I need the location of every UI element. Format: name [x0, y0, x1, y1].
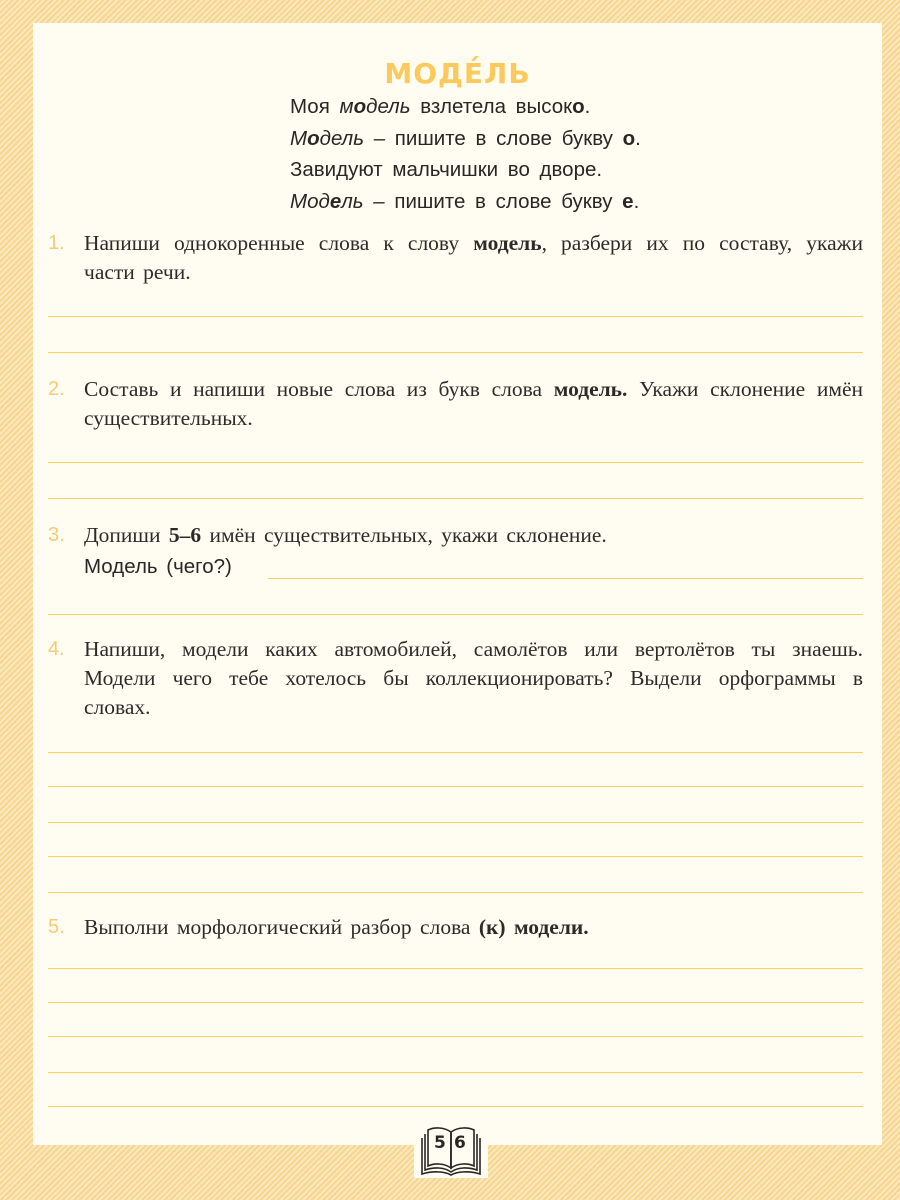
- answer-line[interactable]: [268, 578, 863, 579]
- task-number: 4.: [48, 638, 65, 660]
- answer-line[interactable]: [48, 462, 863, 463]
- task-text: Напиши однокоренные слова к слову модель, разбери их по составу, укажи части речи.: [84, 231, 863, 284]
- answer-line[interactable]: [48, 614, 863, 615]
- poem: [290, 91, 641, 217]
- task-5: [48, 913, 863, 942]
- task-3-prompt: Модель (чего?): [84, 555, 232, 578]
- answer-line[interactable]: [48, 352, 863, 353]
- answer-line[interactable]: [48, 968, 863, 969]
- answer-line[interactable]: [48, 498, 863, 499]
- task-number: 3.: [48, 524, 65, 546]
- task-text: Выполни морфологический разбор слова (к) модели.: [84, 915, 589, 939]
- poem-line-3: Завидуют мальчишки во дворе.: [290, 158, 603, 181]
- answer-line[interactable]: [48, 752, 863, 753]
- answer-line[interactable]: [48, 856, 863, 857]
- task-number: 1.: [48, 232, 65, 254]
- answer-line[interactable]: [48, 1106, 863, 1107]
- task-3: [48, 521, 863, 550]
- answer-line[interactable]: [48, 1036, 863, 1037]
- answer-line[interactable]: [48, 1002, 863, 1003]
- page-number-right: 6: [454, 1133, 466, 1153]
- task-number: 5.: [48, 916, 65, 938]
- page-number-badge: [414, 1120, 488, 1178]
- answer-line[interactable]: [48, 892, 863, 893]
- open-book-icon: [420, 1124, 482, 1176]
- answer-line[interactable]: [48, 316, 863, 317]
- answer-line[interactable]: [48, 1072, 863, 1073]
- task-text: Составь и напиши новые слова из букв слова модель. Укажи склонение имён существительных.: [84, 377, 863, 430]
- task-number: 2.: [48, 378, 65, 400]
- page-title: МОДЕ́ЛЬ: [384, 57, 531, 90]
- page-number-left: 5: [434, 1133, 446, 1153]
- workbook-page: [33, 23, 882, 1145]
- task-text: Напиши, модели каких автомобилей, самолётов или вертолётов ты знаешь. Модели чего тебе хотелось бы коллекционировать? Выдели орфограммы в словах.: [84, 637, 863, 719]
- task-4: [48, 635, 863, 722]
- task-1: [48, 229, 863, 287]
- answer-line[interactable]: [48, 786, 863, 787]
- poem-line-4: Модель – пишите в слове букву е.: [290, 189, 640, 213]
- task-text: Допиши 5–6 имён существительных, укажи склонение.: [84, 523, 607, 547]
- poem-line-1: Моя модель взлетела высоко.: [290, 95, 591, 118]
- task-2: [48, 375, 863, 433]
- answer-line[interactable]: [48, 822, 863, 823]
- poem-line-2: Модель – пишите в слове букву о.: [290, 126, 641, 150]
